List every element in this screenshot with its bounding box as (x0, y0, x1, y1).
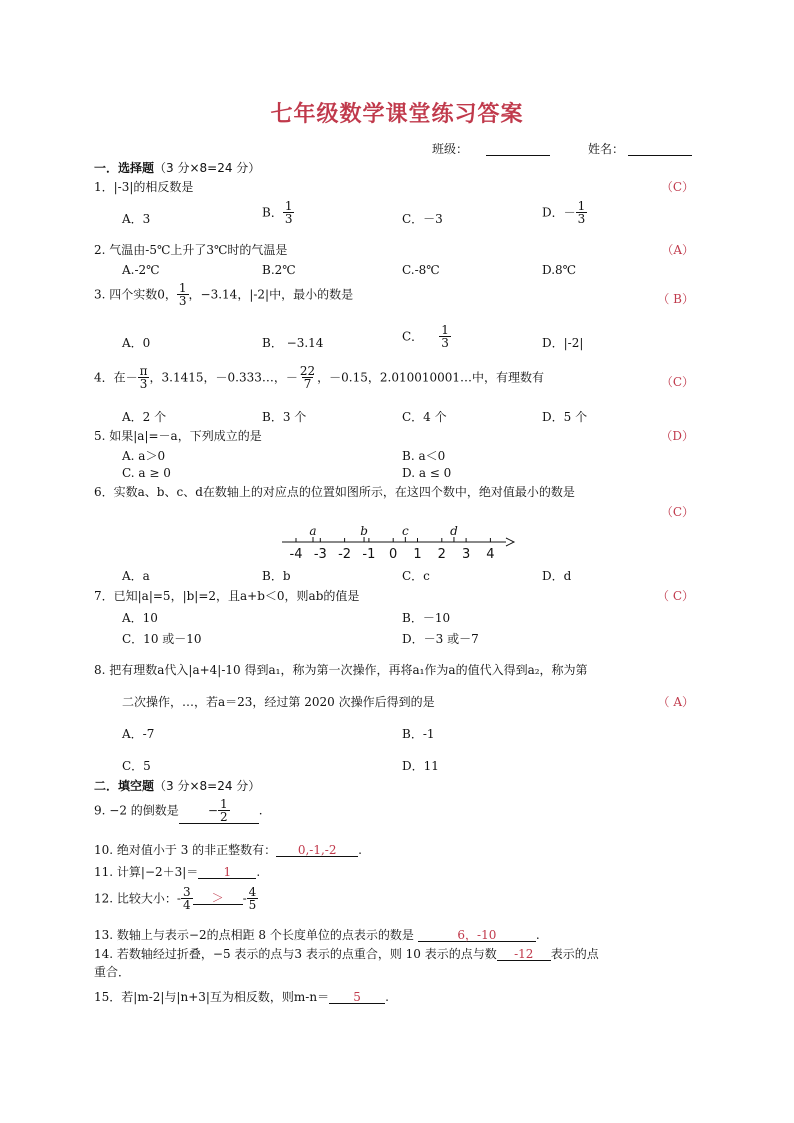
number-line-tick-label: 1 (413, 547, 422, 562)
q5-option-c: C. a ≥ 0 (122, 466, 171, 480)
name-blank (628, 143, 692, 156)
q5-option-b: B. a＜0 (402, 449, 446, 463)
q4-stem-part: ，3.1415，－0.333…，－ (149, 370, 298, 385)
q10-text: 10. 绝对值小于 3 的非正整数有： (94, 843, 277, 857)
number-line-tick-label: -1 (362, 547, 376, 562)
q4-stem-part: 4．在－ (94, 370, 138, 385)
q14-text-end: 表示的点 (550, 947, 599, 961)
q12-minus: - (242, 891, 247, 906)
q1-option-c: C．－3 (402, 212, 443, 226)
denominator: 3 (139, 377, 148, 391)
section-fill-heading (94, 780, 260, 792)
q7-option-c: C．10 或－10 (122, 632, 202, 646)
question-15 (94, 991, 389, 1004)
q4-option-d: D．5 个 (542, 410, 588, 424)
denominator: 3 (577, 212, 586, 226)
number-line-tick-label: -2 (338, 547, 352, 562)
q5-option-a: A. a＞0 (122, 449, 166, 463)
numerator: 1 (219, 797, 228, 811)
q12-fraction-2 (247, 886, 259, 911)
number-line-point-label: b (360, 524, 368, 538)
q7-option-a: A．10 (122, 611, 158, 625)
q12-minus: - (176, 891, 181, 906)
q1-d-fraction (576, 200, 588, 225)
question-8-line-2: 二次操作，…，若a＝23，经过第 2020 次操作后得到的是 (122, 695, 435, 709)
q3-stem-part: 3. 四个实数0， (94, 287, 177, 302)
question-1-stem: 1．|-3|的相反数是 (94, 180, 194, 194)
q8-option-c: C．5 (122, 759, 151, 773)
q6-option-b: B．b (262, 569, 291, 583)
q4-fraction-pi (138, 365, 150, 390)
question-4-answer: （C） (660, 375, 694, 389)
question-1-answer: （C） (660, 180, 694, 194)
question-13 (94, 929, 540, 942)
q11-period: . (256, 865, 261, 879)
denominator: 2 (219, 810, 228, 824)
numerator: π (139, 364, 148, 378)
question-8-answer: （ A） (657, 695, 694, 709)
q9-text: 9. −2 的倒数是 (94, 803, 179, 818)
question-5-stem: 5. 如果|a|=－a，下列成立的是 (94, 429, 262, 443)
q3-c-fraction (439, 324, 451, 349)
page-title: 七年级数学课堂练习答案 (270, 102, 524, 127)
q15-text: 15．若|m-2|与|n+3|互为相反数，则m-n＝ (94, 990, 330, 1004)
q8-option-b: B．-1 (402, 727, 435, 741)
q4-stem-part: ，－0.15，2.010010001…中，有理数有 (317, 370, 545, 385)
q2-option-c: C.-8℃ (402, 263, 440, 277)
number-line-tick-label: -3 (313, 547, 327, 562)
q1-option-b (262, 200, 294, 225)
q2-option-d: D.8℃ (542, 263, 577, 277)
section-title: 二．填空题 (94, 779, 155, 793)
question-3-answer: （ B） (657, 292, 694, 306)
q4-fraction-22-7 (298, 365, 317, 390)
q3-option-d: D．|-2| (542, 336, 584, 350)
q3-option-a: A．0 (122, 336, 151, 350)
question-5-answer: （D） (660, 429, 694, 443)
name-label: 姓名： (588, 142, 625, 156)
q8-option-d: D．11 (402, 759, 439, 773)
q3-c-label: C． (402, 329, 424, 344)
q7-option-d: D．－3 或－7 (402, 632, 479, 646)
q3-option-b: B． −3.14 (262, 336, 324, 350)
q3-fraction (177, 282, 189, 307)
q11-answer: 1 (198, 866, 256, 879)
question-7-answer: （ C） (657, 589, 694, 603)
question-9 (94, 798, 263, 824)
denominator: 3 (284, 212, 293, 226)
question-10 (94, 844, 362, 857)
denominator: 5 (248, 898, 257, 912)
q3-stem-part: ，−3.14，|-2|中，最小的数是 (188, 287, 354, 302)
number-line-point-label: d (450, 524, 458, 538)
number-line-tick-label: 4 (486, 547, 495, 562)
numerator: 1 (284, 199, 293, 213)
section-choice-heading (94, 162, 260, 174)
section-score: （3 分×8=24 分） (154, 779, 261, 793)
q4-option-a: A．2 个 (122, 410, 167, 424)
q15-period: . (385, 990, 389, 1004)
q1-b-label: B． (262, 205, 283, 220)
q6-option-a: A．a (122, 569, 150, 583)
q8-option-a: A．-7 (122, 727, 155, 741)
q9-period: . (258, 803, 263, 818)
q14-answer: -12 (497, 948, 551, 961)
q6-option-d: D．d (542, 569, 572, 583)
section-title: 一．选择题 (94, 161, 155, 175)
number-line-figure (280, 522, 516, 564)
q1-option-d (542, 200, 587, 225)
q5-option-d: D. a ≤ 0 (402, 466, 452, 480)
q1-b-fraction (283, 200, 295, 225)
denominator: 3 (178, 294, 187, 308)
denominator: 7 (303, 377, 312, 391)
q14-text: 14. 若数轴经过折叠，−5 表示的点与3 表示的点重合，则 10 表示的点与数 (94, 947, 497, 961)
q1-d-label: D．－ (542, 205, 576, 220)
q2-option-a: A.-2℃ (122, 263, 160, 277)
number-line-tick-label: -4 (289, 547, 303, 562)
q1-option-a: A．3 (122, 212, 151, 226)
question-3-stem (94, 282, 353, 307)
class-blank (486, 143, 550, 156)
q2-option-b: B.2℃ (262, 263, 296, 277)
q13-text: 13. 数轴上与表示−2的点相距 8 个长度单位的点表示的数是 (94, 928, 414, 942)
question-14-line-2: 重合． (94, 965, 131, 979)
number-line-point-label: c (401, 524, 409, 538)
question-12 (94, 886, 258, 911)
denominator: 3 (441, 336, 449, 350)
denominator: 4 (182, 898, 191, 912)
question-6-answer: （C） (660, 505, 694, 519)
numerator: 1 (178, 281, 187, 295)
number-line-arrow (506, 538, 514, 546)
number-line-tick-label: 0 (389, 547, 398, 562)
q6-option-c: C．c (402, 569, 430, 583)
section-score: （3 分×8=24 分） (154, 161, 261, 175)
numerator: 1 (577, 199, 586, 213)
numerator: 3 (182, 885, 191, 899)
q13-period: . (535, 928, 540, 942)
q11-text: 11. 计算|−2＋3|＝ (94, 865, 199, 879)
number-line-tick-label: 3 (461, 547, 471, 562)
question-8-line-1: 8. 把有理数a代入|a+4|-10 得到a₁，称为第一次操作，再将a₁作为a的值代入得到a₂，称为第 (94, 663, 588, 677)
q12-fraction-1 (181, 886, 193, 911)
class-label: 班级： (432, 142, 469, 156)
q9-answer-sign: − (207, 803, 218, 818)
q12-text: 12. 比较大小： (94, 891, 177, 906)
class-field (432, 143, 550, 156)
question-4-stem (94, 365, 544, 390)
q10-period: . (358, 843, 362, 857)
question-7-stem: 7．已知|a|=5，|b|=2，且a+b＜0，则ab的值是 (94, 589, 360, 603)
question-11 (94, 866, 260, 879)
q15-answer: 5 (329, 991, 385, 1004)
number-line-tick-label: 2 (437, 547, 446, 562)
q4-option-c: C．4 个 (402, 410, 447, 424)
number-line-point-label: a (309, 524, 317, 538)
question-2-answer: （A） (661, 243, 694, 257)
numerator: 4 (248, 885, 257, 899)
numerator: 22 (299, 364, 316, 378)
q3-option-c (402, 324, 451, 349)
numerator: 1 (441, 323, 449, 337)
q9-answer-blank (179, 798, 259, 824)
q4-option-b: B．3 个 (262, 410, 307, 424)
question-2-stem: 2. 气温由-5℃上升了3℃时的气温是 (94, 243, 288, 257)
question-6-stem: 6．实数a、b、c、d在数轴上的对应点的位置如图所示，在这四个数中，绝对值最小的数是 (94, 485, 575, 499)
question-14 (94, 948, 599, 961)
q13-answer: 6，-10 (418, 929, 536, 942)
q10-answer: 0,-1,-2 (276, 844, 358, 857)
name-field (588, 143, 692, 156)
q9-answer-fraction (218, 798, 230, 823)
q12-answer: ＞ (193, 892, 243, 905)
q7-option-b: B．－10 (402, 611, 451, 625)
